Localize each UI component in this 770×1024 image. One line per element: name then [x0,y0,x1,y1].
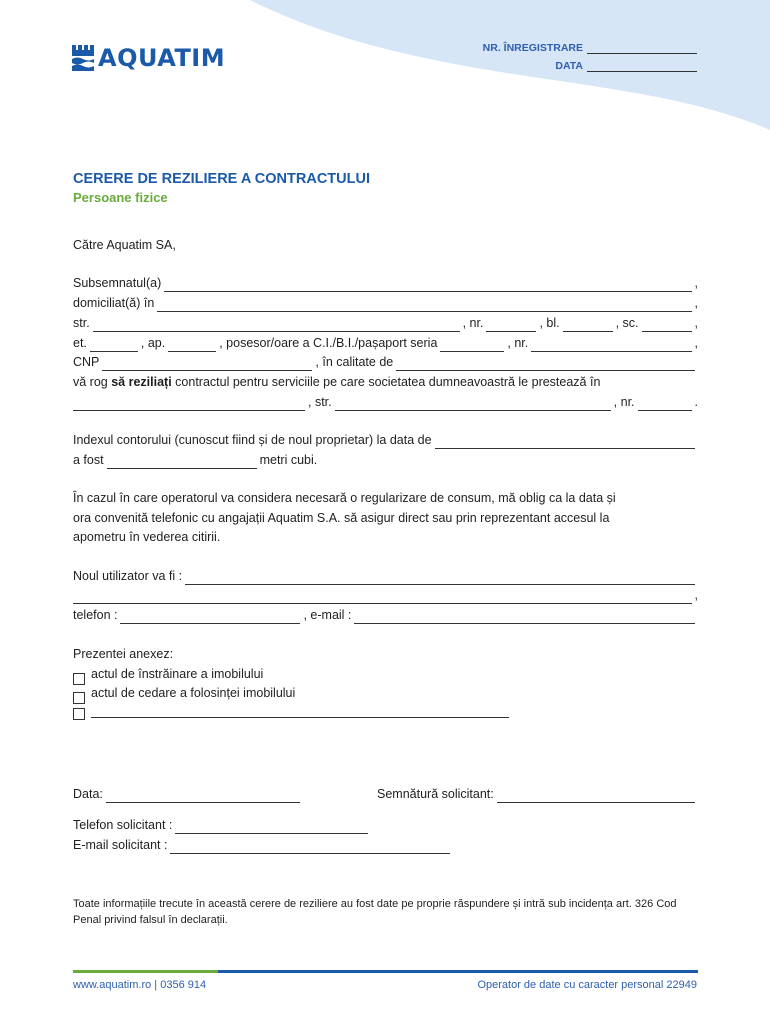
registration-date-label: DATA [555,60,583,72]
field-number[interactable] [486,318,536,332]
field-new-user[interactable] [185,571,695,585]
request-text-post: contractul pentru serviciile pe care societatea dumneavoastră le prestează în [175,375,601,389]
comma: , [694,276,698,290]
label-date: Data: [73,787,103,801]
footer-bar-blue [218,970,698,973]
field-index-date[interactable] [435,435,695,449]
annex-item-1[interactable] [73,665,698,683]
row-service-address [73,393,698,411]
field-cnp[interactable] [102,357,312,371]
label-capacity: , în calitate de [315,355,394,369]
index-text: Indexul contorului (cunoscut fiind și de noul proprietar) la data de [73,433,432,447]
field-staircase[interactable] [642,318,692,332]
annex-checkbox-2[interactable] [73,692,85,704]
request-text-pre: vă rog [73,375,108,389]
label-cnp: CNP [73,355,100,369]
label-et: et. [73,336,87,350]
footer-operator: Operator de date cu caracter personal 22949 [477,979,697,991]
row-id-document [73,334,698,352]
index-was-text: a fost [73,453,104,467]
field-annex-other[interactable] [91,704,509,718]
consent-text-2: ora convenită telefonic cu angajații Aquatim S.A. să asigur direct sau prin reprezentant accesul la [73,511,610,525]
consent-line-2 [73,509,698,527]
annex-label: Prezentei anexez: [73,647,174,661]
annex-item-2[interactable] [73,684,698,702]
aquatim-logo [72,44,225,72]
row-index-date [73,431,698,449]
row-new-user [73,567,698,585]
row-signature [377,785,698,803]
form-subtitle: Persoane fizice [73,190,168,205]
field-date[interactable] [106,789,300,803]
consent-line-1 [73,489,698,507]
registration-number-line[interactable] [587,43,697,54]
label-bl: , bl. [539,316,560,330]
comma: , [694,588,698,602]
label-applicant-phone: Telefon solicitant : [73,818,173,832]
field-new-user-cont[interactable] [73,590,692,604]
registration-date-field[interactable] [555,60,697,72]
addressee-text: Către Aquatim SA, [73,238,176,252]
field-applicant-email[interactable] [170,840,450,854]
field-service-locality[interactable] [73,397,305,411]
comma: , [694,296,698,310]
field-floor[interactable] [90,338,138,352]
label-signature: Semnătură solicitant: [377,787,494,801]
field-name[interactable] [164,278,691,292]
consent-text-3: apometru în vederea citirii. [73,530,221,544]
label-nr3: , nr. [613,395,635,409]
legal-note: Toate informațiile trecute în această cerere de reziliere au fost date pe proprie răspundere și intră sub incidența art. 326 Cod Penal privind falsul în declarații. [73,898,677,926]
field-id-number[interactable] [531,338,691,352]
field-applicant-phone[interactable] [175,820,368,834]
field-capacity[interactable] [396,357,695,371]
row-applicant-phone [73,816,371,834]
label-id-series: , posesor/oare a C.I./B.I./pașaport seria [219,336,438,350]
label-email: , e-mail : [303,608,352,622]
row-applicant-email [73,836,453,854]
field-locality[interactable] [157,298,691,312]
label-str: str. [73,316,90,330]
field-id-series[interactable] [440,338,504,352]
row-date [73,785,303,803]
row-contact [73,606,698,624]
field-apartment[interactable] [168,338,216,352]
comma: , [694,336,698,350]
consent-text-1: În cazul în care operatorul va considera necesară o regularizare de consum, mă oblig ca la data și [73,491,616,505]
label-str2: , str. [308,395,332,409]
annex-checkbox-other[interactable] [73,708,85,720]
consent-line-3 [73,528,698,546]
row-index-value [73,451,698,469]
field-street[interactable] [93,318,460,332]
registration-number-field[interactable] [483,42,697,54]
label-sc: , sc. [615,316,639,330]
label-ap: , ap. [140,336,166,350]
field-signature[interactable] [497,789,695,803]
label-nr: , nr. [462,316,484,330]
row-cnp [73,353,698,371]
annex-item-label: actul de cedare a folosinței imobilului [91,686,296,700]
annex-item-other[interactable] [73,704,698,718]
field-new-user-email[interactable] [354,610,695,624]
comma: , [694,316,698,330]
footer-bar-green [73,970,218,973]
field-block[interactable] [563,318,613,332]
addressee [73,236,698,254]
period: . [694,395,698,409]
index-unit-text: metri cubi. [259,453,318,467]
field-service-number[interactable] [638,397,692,411]
row-domiciliat [73,294,698,312]
request-text-bold: să reziliați [111,375,172,389]
label-applicant-email: E-mail solicitant : [73,838,168,852]
annex-heading [73,645,698,663]
label-phone: telefon : [73,608,118,622]
registration-date-line[interactable] [587,61,697,72]
field-index-value[interactable] [107,455,257,469]
row-new-user-cont [73,586,698,604]
row-request [73,373,698,391]
annex-item-label: actul de înstrăinare a imobilului [91,667,264,681]
footer-bar [73,970,698,973]
label-subsemnatul: Subsemnatul(a) [73,276,162,290]
logo-text: AQUATIM [98,44,226,72]
registration-number-label: NR. ÎNREGISTRARE [482,42,583,54]
row-subsemnatul [73,274,698,292]
label-id-number: , nr. [507,336,529,350]
castle-wave-icon [72,45,94,71]
footer-contact[interactable]: www.aquatim.ro | 0356 914 [73,979,207,991]
field-new-user-phone[interactable] [120,610,300,624]
label-domiciliat: domiciliat(ă) în [73,296,155,310]
form-title: CERERE DE REZILIERE A CONTRACTULUI [73,171,370,187]
row-address [73,314,698,332]
label-new-user: Noul utilizator va fi : [73,569,183,583]
field-service-street[interactable] [335,397,611,411]
